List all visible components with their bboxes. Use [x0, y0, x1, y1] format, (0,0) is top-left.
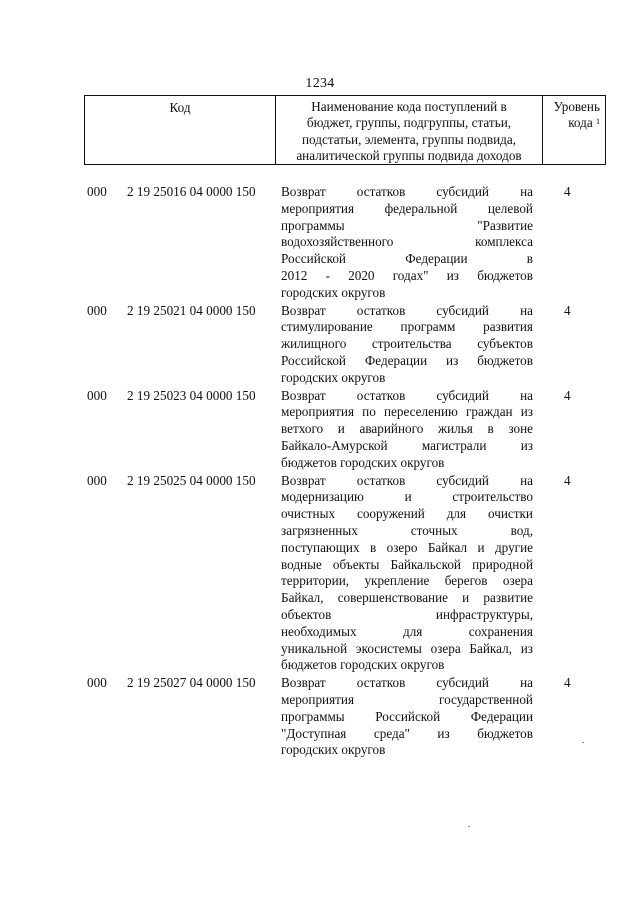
description-line: Российской Федерации в	[281, 251, 533, 267]
header-code: Код	[169, 100, 191, 115]
description-line: программы "Развитие	[281, 217, 533, 233]
row-admin-code: 000	[87, 387, 107, 403]
scan-mark	[582, 742, 584, 743]
description-line: Возврат остатков субсидий на	[281, 302, 533, 318]
row-description	[281, 473, 533, 675]
header-name-line: бюджет, группы, подгруппы, статьи,	[306, 115, 512, 131]
scan-mark	[468, 826, 470, 827]
description-line: "Доступная среда" из бюджетов	[281, 725, 533, 741]
table-row	[0, 388, 640, 472]
row-description	[281, 184, 533, 302]
table-body	[0, 184, 640, 759]
row-description	[281, 388, 533, 472]
row-admin-code: 000	[87, 675, 107, 691]
row-income-code: 2 19 25027 04 0000 150	[127, 675, 256, 691]
description-line: загрязненных сточных вод,	[281, 522, 533, 538]
page-number: 1234	[305, 76, 335, 91]
row-income-code: 2 19 25016 04 0000 150	[127, 184, 256, 199]
row-level: 4	[564, 675, 571, 691]
description-line: жилищного строительства субъектов	[281, 336, 533, 352]
description-line: Возврат остатков субсидий на	[281, 472, 533, 488]
description-line: объектов инфраструктуры,	[281, 606, 533, 622]
description-line: модернизацию и строительство	[281, 489, 533, 505]
header-level-line	[543, 115, 600, 131]
description-line: Возврат остатков субсидий на	[281, 184, 533, 199]
table-row	[0, 473, 640, 675]
description-line: городских округов	[281, 369, 386, 385]
description-line: Возврат остатков субсидий на	[281, 675, 533, 691]
description-line: ветхого и аварийного жилья в зоне	[281, 421, 533, 437]
header-level-text: кода	[568, 115, 593, 131]
description-line: уникальной экосистемы озера Байкал, из	[281, 640, 533, 656]
description-line: 2012 - 2020 годах" из бюджетов	[281, 267, 533, 283]
row-income-code: 2 19 25025 04 0000 150	[127, 472, 256, 488]
description-line: Возврат остатков субсидий на	[281, 387, 533, 403]
table-header	[84, 95, 606, 165]
row-level: 4	[564, 302, 571, 318]
row-income-code: 2 19 25021 04 0000 150	[127, 302, 256, 318]
header-name	[275, 96, 543, 164]
header-level-line: Уровень	[553, 99, 600, 114]
footnote-marker: 1	[596, 117, 600, 127]
description-line: территории, укрепление берегов озера	[281, 573, 533, 589]
description-line: мероприятия федеральной целевой	[281, 200, 533, 216]
table-row	[0, 675, 640, 759]
row-income-code: 2 19 25023 04 0000 150	[127, 387, 256, 403]
description-line: мероприятия по переселению граждан из	[281, 404, 533, 420]
description-line: бюджетов городских округов	[281, 657, 445, 673]
description-line: водохозяйственного комплекса	[281, 234, 533, 250]
description-line: водные объекты Байкальской природной	[281, 556, 533, 572]
description-line: Байкало-Амурской магистрали из	[281, 437, 533, 453]
description-line: Байкал, совершенствование и развитие	[281, 590, 533, 606]
row-admin-code: 000	[87, 472, 107, 488]
description-line: поступающих в озеро Байкал и другие	[281, 539, 533, 555]
header-level	[543, 96, 605, 164]
header-name-line: Наименование кода поступлений в	[311, 99, 507, 114]
header-name-line: подстатьи, элемента, группы подвида,	[302, 131, 516, 147]
description-line: городских округов	[281, 742, 386, 758]
description-line: программы Российской Федерации	[281, 708, 533, 724]
header-name-line: аналитической группы подвида доходов	[296, 148, 522, 164]
description-line: мероприятия государственной	[281, 691, 533, 707]
row-level: 4	[564, 184, 571, 199]
row-description	[281, 675, 533, 759]
description-line: очистных сооружений для очистки	[281, 506, 533, 522]
description-line: городских округов	[281, 284, 386, 300]
table-row	[0, 184, 640, 302]
description-line: необходимых для сохранения	[281, 623, 533, 639]
row-description	[281, 303, 533, 387]
table-row	[0, 303, 640, 387]
description-line: стимулирование программ развития	[281, 319, 533, 335]
row-level: 4	[564, 387, 571, 403]
description-line: бюджетов городских округов	[281, 454, 445, 470]
row-admin-code: 000	[87, 302, 107, 318]
row-level: 4	[564, 472, 571, 488]
row-admin-code: 000	[87, 184, 107, 199]
description-line: Российской Федерации из бюджетов	[281, 352, 533, 368]
